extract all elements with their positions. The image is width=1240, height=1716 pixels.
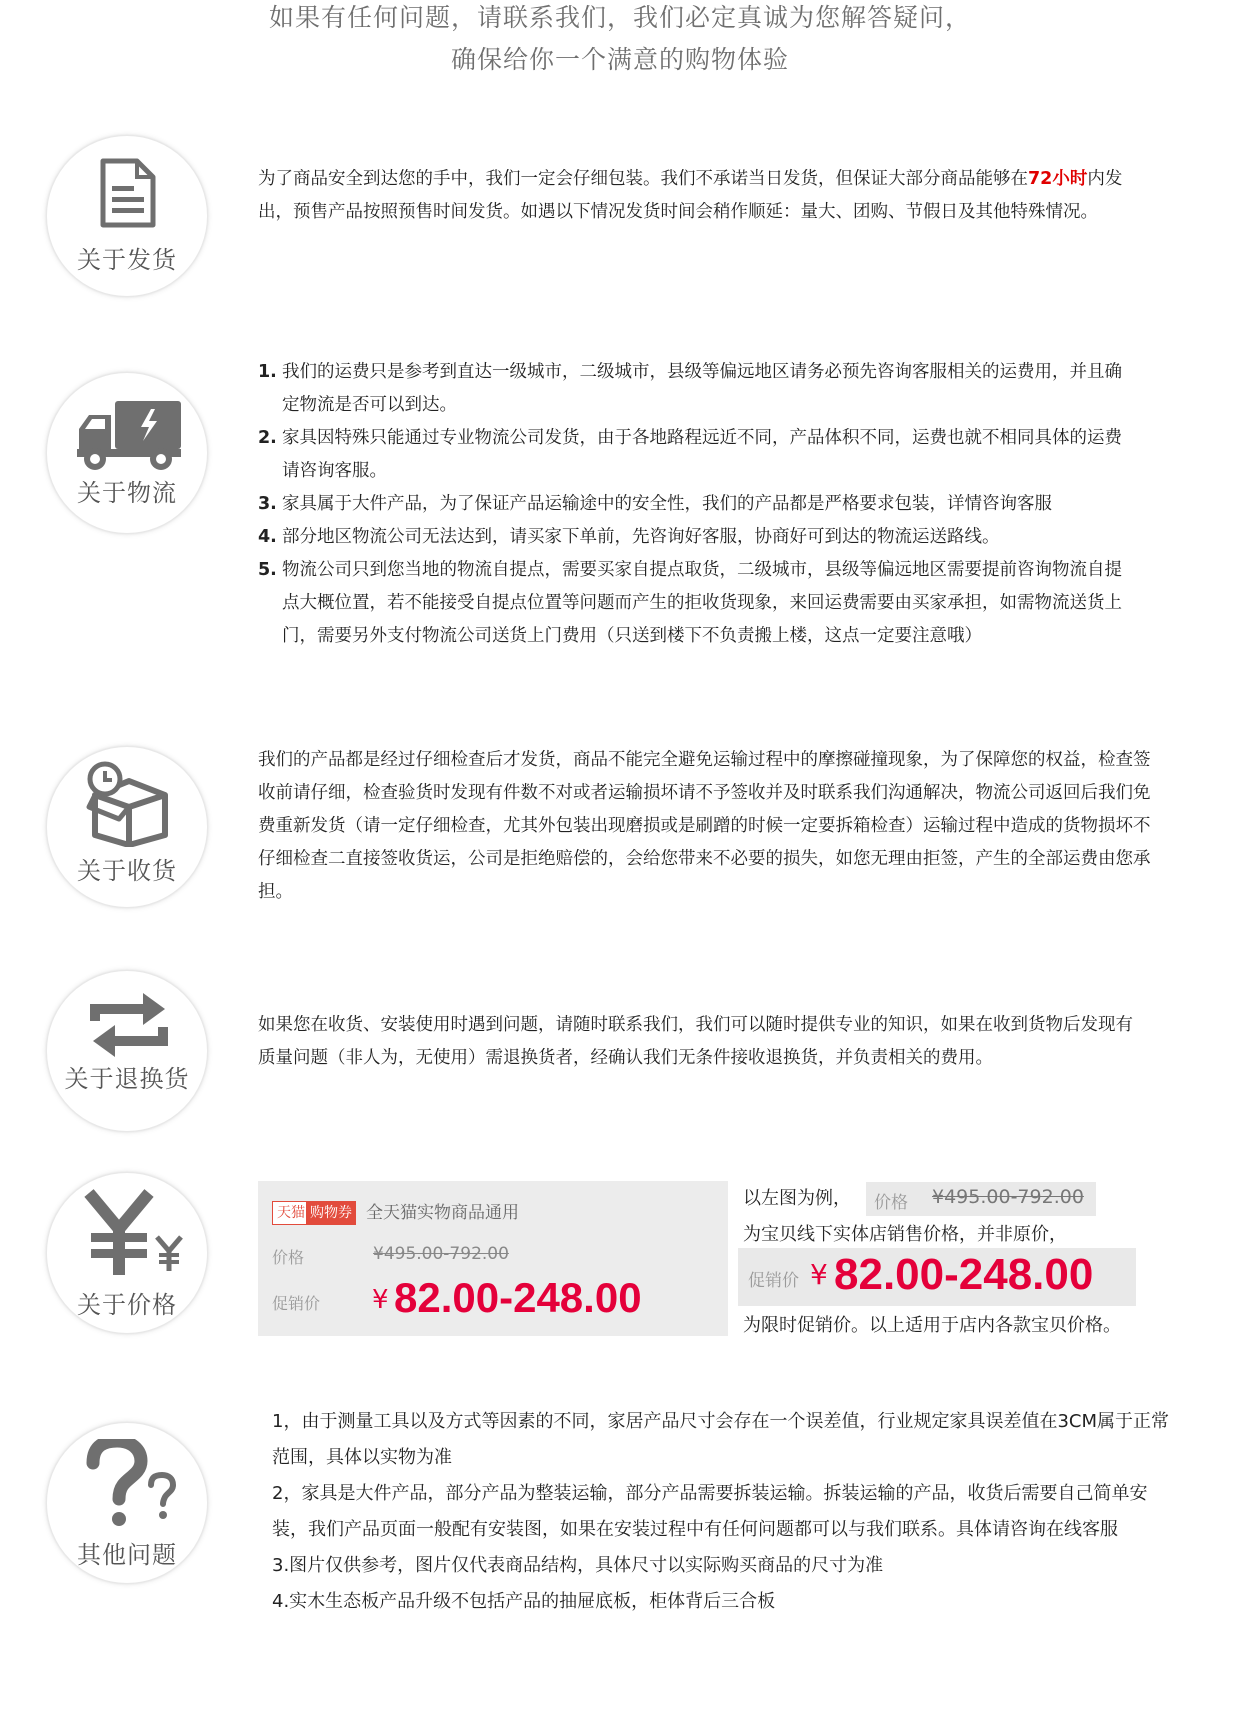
pill-sale-currency: ¥ (810, 1258, 828, 1291)
document-icon (99, 158, 157, 228)
list-item: 3.图片仅供参考，图片仅代表商品结构，具体尺寸以实际购买商品的尺寸为准 (272, 1555, 884, 1576)
returns-text: 如果您在收货、安装使用时遇到问题，请随时联系我们，我们可以随时提供专业的知识，如果在收到货物后发现有质量问题（非人为，无使用）需退换货者，经确认我们无条件接收退换货，并负责相关的费用。 (258, 1015, 1133, 1068)
package-box-icon (85, 761, 171, 847)
shipping-text: 为了商品安全到达您的手中，我们一定会仔细包装。我们不承诺当日发货，但保证大部分商品能够在72小时内发出，预售产品按照预售时间发货。如遇以下情况发货时间会稍作顺延：量大、团购、节假日及其他特殊情况。 (258, 169, 1123, 222)
price-coupon-card (258, 1181, 728, 1336)
price-explain-2: 为宝贝线下实体店销售价格，并非原价， (743, 1224, 1067, 1245)
logistics-badge (46, 372, 208, 534)
tmall-tag: 天猫 (272, 1201, 310, 1225)
price-label: 关于价格 (77, 1291, 177, 1319)
other-list (272, 1404, 1172, 1620)
price-pill (866, 1182, 1096, 1216)
returns-badge (46, 970, 208, 1132)
coupon-price-label: 价格 (272, 1248, 305, 1267)
yen-icon (83, 1189, 193, 1279)
exchange-arrows-icon (89, 991, 169, 1061)
list-item: 2，家具是大件产品，部分产品为整装运输，部分产品需要拆装运输。拆装运输的产品，收货后需要自己简单安装，我们产品页面一般配有安装图，如果在安装过程中有任何问题都可以与我们联系。具体请咨询在线客服 (272, 1483, 1148, 1540)
other-label: 其他问题 (77, 1541, 177, 1569)
coupon-sale-price: 82.00-248.00 (394, 1274, 642, 1321)
question-mark-icon (85, 1439, 181, 1529)
receiving-label: 关于收货 (77, 857, 177, 885)
price-explain-1: 以左图为例， (743, 1188, 851, 1209)
list-item: 5. 物流公司只到您当地的物流自提点，需要买家自提点取货，二级城市，县级等偏远地区需要提前咨询物流自提点大概位置，若不能接受自提点位置等问题而产生的拒收货现象，来回运费需要由买家承担，如需物流送货上门，需要另外支付物流公司送货上门费用（只送到楼下不负责搬上楼，这点一定要注意哦） (258, 560, 1122, 646)
returns-label: 关于退换货 (64, 1065, 190, 1093)
list-item: 4. 部分地区物流公司无法达到，请买家下单前，先咨询好客服，协商好可到达的物流运送路线。 (258, 527, 1000, 547)
shipping-highlight: 72小时 (1028, 169, 1088, 189)
list-item: 1，由于测量工具以及方式等因素的不同，家居产品尺寸会存在一个误差值，行业规定家具误差值在3CM属于正常范围，具体以实物为准 (272, 1411, 1169, 1468)
list-item: 4.实木生态板产品升级不包括产品的抽屉底板，柜体背后三合板 (272, 1591, 776, 1612)
coupon-description: 全天猫实物商品通用 (366, 1203, 519, 1223)
receiving-text: 我们的产品都是经过仔细检查后才发货，商品不能完全避免运输过程中的摩擦碰撞现象，为了保障您的权益，检查签收前请仔细，检查验货时发现有件数不对或者运输损坏请不予签收并及时联系我们沟通解决，物流公司返回后我们免费重新发货（请一定仔细检查，尤其外包装出现磨损或是刷蹭的时候一定要拆箱检查）运输过程中造成的货物损坏不仔细检查二直接签收货运，公司是拒绝赔偿的，会给您带来不必要的损失，如您无理由拒签，产生的全部运费由您承担。 (258, 750, 1151, 902)
pill-original-price: ¥495.00-792.00 (932, 1186, 1084, 1208)
logistics-label: 关于物流 (77, 479, 177, 507)
shipping-badge (46, 135, 208, 297)
voucher-tag: 购物券 (306, 1201, 356, 1225)
pill-price-label: 价格 (874, 1193, 908, 1213)
sale-pill (738, 1248, 1136, 1306)
coupon-original-price: ¥495.00-792.00 (373, 1244, 509, 1264)
delivery-truck-icon (75, 397, 185, 473)
intro-line-1: 如果有任何问题，请联系我们，我们必定真诚为您解答疑问， (268, 3, 971, 32)
receiving-badge (46, 746, 208, 908)
other-badge (46, 1422, 208, 1584)
intro-line-2: 确保给你一个满意的购物体验 (450, 45, 789, 74)
price-explain-3: 为限时促销价。以上适用于店内各款宝贝价格。 (743, 1315, 1121, 1336)
price-badge (46, 1172, 208, 1334)
shipping-label: 关于发货 (77, 246, 177, 274)
coupon-sale-label: 促销价 (272, 1294, 321, 1313)
logistics-list (258, 356, 1138, 653)
list-item: 1. 我们的运费只是参考到直达一级城市，二级城市，县级等偏远地区请务必预先咨询客服相关的运费用，并且确定物流是否可以到达。 (258, 362, 1122, 415)
pill-sale-label: 促销价 (748, 1271, 799, 1291)
coupon-sale-currency: ¥ (372, 1285, 389, 1315)
list-item: 2. 家具因特殊只能通过专业物流公司发货，由于各地路程远近不同，产品体积不同，运费也就不相同具体的运费请咨询客服。 (258, 428, 1122, 481)
pill-sale-price: 82.00-248.00 (834, 1250, 1094, 1299)
list-item: 3. 家具属于大件产品，为了保证产品运输途中的安全性，我们的产品都是严格要求包装，详情咨询客服 (258, 494, 1052, 514)
